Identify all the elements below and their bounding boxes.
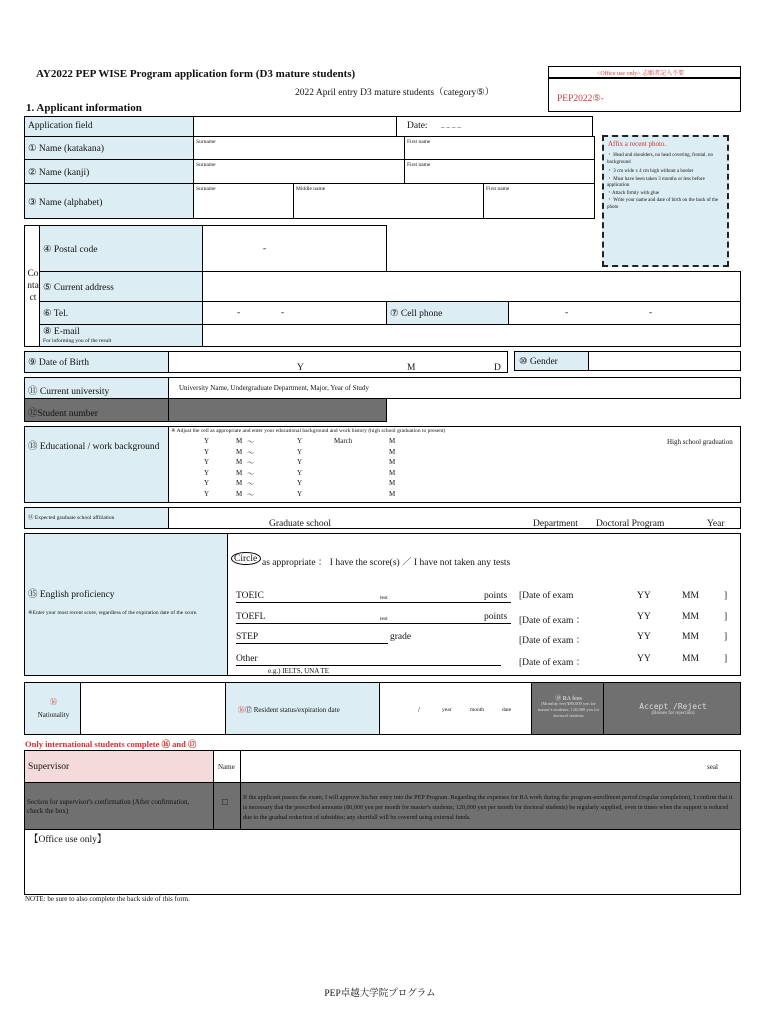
- education-row-m: M: [236, 437, 243, 445]
- education-row-m: M: [236, 447, 243, 456]
- march-text: March: [334, 437, 353, 445]
- english-name: TOEFL: [236, 612, 266, 622]
- surname-hint: Surname: [196, 139, 216, 145]
- tel-input[interactable]: [202, 301, 387, 325]
- education-row-y: Y: [204, 479, 210, 487]
- nationality-text: Nationality: [37, 711, 70, 719]
- alphabet-firstname-input[interactable]: [483, 183, 595, 219]
- photo-line: ・Attach firmly with glue: [607, 190, 660, 196]
- name-kanji-label: [24, 159, 194, 184]
- doctoral-text: Doctoral Program: [596, 519, 665, 529]
- education-row-y: Y: [204, 458, 210, 466]
- resident-slash: /: [418, 706, 420, 714]
- form-subtitle: 2022 April entry D3 mature students（category⑤）: [295, 88, 495, 98]
- alphabet-middle-input[interactable]: [293, 183, 484, 219]
- education-row-y: Y: [204, 489, 210, 498]
- dob-d: D: [494, 363, 501, 373]
- section-title: 1. Applicant information: [26, 102, 142, 114]
- english-unit: grade: [390, 632, 412, 642]
- tel-dash: -: [237, 308, 241, 318]
- department-text: Department: [533, 519, 578, 529]
- firstname-hint: First name: [407, 139, 431, 145]
- resident-label: [225, 682, 380, 735]
- footer: PEP卓越大学院プログラム: [324, 989, 436, 999]
- gender-input[interactable]: [588, 351, 741, 371]
- application-field-label: [24, 116, 194, 137]
- photo-title: Affix a recent photo.: [608, 140, 667, 148]
- resident-date: date: [502, 707, 512, 713]
- english-yy: YY: [637, 654, 651, 664]
- english-exam: [Date of exam ：: [519, 636, 586, 646]
- tel-label: [39, 301, 203, 325]
- alphabet-surname-input[interactable]: [193, 183, 294, 219]
- english-underline: [236, 623, 511, 624]
- english-label: [24, 533, 228, 676]
- nationality-num: ⑯: [50, 698, 57, 706]
- english-mm: MM: [682, 612, 699, 622]
- expected-text: ⑭ Expected graduate school affiliation: [28, 515, 115, 521]
- student-number-input[interactable]: [168, 398, 387, 422]
- english-mid: test: [380, 595, 388, 601]
- photo-instructions: [607, 153, 725, 211]
- katakana-surname-input[interactable]: [193, 136, 405, 160]
- postal-label: [39, 225, 203, 272]
- photo-box[interactable]: [602, 135, 729, 267]
- surname-hint: Surname: [196, 186, 216, 192]
- education-row-y: Y: [297, 458, 303, 466]
- year-text: Year: [707, 519, 725, 529]
- confirmation-checkbox[interactable]: □: [222, 798, 228, 808]
- english-end: ]: [724, 632, 728, 642]
- name-kanji-text: ② Name (kanji): [28, 168, 90, 178]
- confirmation-statement: If the applicant passes the exam, I will approve his/her entry into the PEP Program. Regarding the expenses for RA work during the program-enrollment period (regular completion), I confirm that it is necessary that the prescribed amounts (80,000 yen per month for master's students; 120,000 yen per month for doctoral students) be regularly supplied, even in times when the support is reduced due to the gradual reduction of subsidies; any shortfall will be covered using external funds.: [243, 794, 733, 821]
- middlename-hint: Middle name: [296, 186, 326, 192]
- english-yy: YY: [637, 612, 651, 622]
- hs-graduation-text: High school graduation: [667, 438, 733, 446]
- ra-fees-box: [531, 682, 604, 735]
- postal-input[interactable]: [202, 225, 387, 272]
- english-exam: [Date of exam ：: [519, 616, 586, 626]
- education-row-y: Y: [297, 447, 303, 456]
- confirmation-statement-box: [240, 782, 741, 830]
- english-mid: test: [380, 616, 388, 622]
- student-number-text: ⑫Student number: [28, 409, 98, 419]
- nationality-input[interactable]: [80, 682, 226, 735]
- education-row-m: M: [236, 468, 243, 477]
- education-row-y: Y: [204, 468, 210, 477]
- office-code-text: PEP2022⑤-: [557, 94, 605, 104]
- education-row-y: Y: [297, 468, 303, 477]
- english-mm: MM: [682, 654, 699, 664]
- application-field-input[interactable]: [193, 116, 397, 137]
- date-label: Date:: [407, 121, 428, 131]
- english-mm: MM: [682, 632, 699, 642]
- accept-reject-sub: (Bosses for rejection): [651, 711, 695, 716]
- kanji-surname-input[interactable]: [193, 159, 405, 184]
- photo-line: ・ Write your name and date of birth on the back of the photo: [607, 198, 719, 210]
- postal-dash: -: [263, 244, 267, 254]
- tel-dash: -: [281, 308, 285, 318]
- resident-input[interactable]: [379, 682, 532, 735]
- surname-hint: Surname: [196, 162, 216, 168]
- cell-text: ⑦ Cell phone: [390, 309, 443, 319]
- photo-line: ・ 3 cm wide x 4 cm high without a border: [607, 169, 694, 174]
- expected-input[interactable]: [168, 507, 741, 529]
- date-value: ____: [441, 121, 463, 129]
- education-row-m: M: [389, 468, 396, 477]
- english-name: STEP: [236, 632, 259, 642]
- english-exam: [Date of exam ：: [519, 658, 586, 668]
- resident-text: [238, 705, 340, 715]
- office-code-box: [548, 78, 741, 112]
- education-row-m: M: [389, 479, 396, 487]
- cell-label: [386, 301, 509, 325]
- cell-dash: -: [649, 308, 653, 318]
- university-hint: University Name, Undergraduate Department, Major, Year of Study: [179, 384, 369, 392]
- cell-dash: -: [565, 308, 569, 318]
- education-row-y: Y: [297, 489, 303, 498]
- resident-label-text: ⑰ Resident status/expiration date: [245, 706, 340, 714]
- english-end: ]: [724, 612, 728, 622]
- english-unit: points: [484, 591, 508, 601]
- education-row-y: Y: [297, 479, 303, 487]
- english-yy: YY: [637, 632, 651, 642]
- firstname-hint: First name: [407, 162, 431, 168]
- english-underline: [236, 643, 388, 644]
- student-number-label: [24, 398, 169, 422]
- ra-fees-title: ⑱ RA fees: [555, 696, 582, 702]
- confirmation-text: Section for supervisor's confirmation (After confirmation, check the box): [27, 798, 190, 815]
- address-label: [39, 271, 203, 302]
- seal-text: seal: [707, 763, 718, 771]
- accept-reject-box: [603, 682, 741, 735]
- name-katakana-label: [24, 136, 194, 160]
- photo-line: ・ Head and shoulders, no head covering, frontal, no background: [607, 153, 713, 165]
- english-text: ⑮ English proficiency: [28, 590, 115, 600]
- cell-input[interactable]: [508, 301, 741, 325]
- address-text: ⑤ Current address: [43, 283, 114, 293]
- dob-input[interactable]: [168, 351, 508, 373]
- contact-text: Co nta ct: [27, 269, 39, 303]
- education-row-y: Y: [204, 447, 210, 456]
- english-mm: MM: [682, 591, 699, 601]
- office-use-text: 【Office use only】: [29, 835, 107, 845]
- english-exam: [Date of exam: [519, 591, 574, 601]
- supervisor-text: Supervisor: [28, 762, 70, 772]
- education-input[interactable]: [168, 426, 741, 503]
- dob-text: ⑨ Date of Birth: [28, 358, 90, 368]
- resident-year: year: [442, 707, 452, 713]
- education-row-tilde: 〜: [247, 438, 254, 446]
- english-name: TOEIC: [236, 591, 264, 601]
- name-alphabet-label: [24, 183, 194, 219]
- email-input[interactable]: [202, 324, 741, 347]
- confirmation-checkbox-cell: [213, 782, 241, 830]
- postal-text: ④ Postal code: [43, 245, 98, 255]
- resident-month: month: [470, 707, 485, 713]
- email-label: [39, 324, 203, 347]
- university-input[interactable]: [168, 377, 741, 399]
- education-row-m: M: [389, 489, 396, 498]
- education-text: ⑬ Educational / work background: [28, 442, 160, 452]
- email-note: For informing you of the result: [43, 338, 112, 344]
- education-label: [24, 426, 169, 503]
- gender-label: [514, 351, 589, 371]
- english-input[interactable]: [227, 533, 741, 676]
- kanji-firstname-input[interactable]: [404, 159, 595, 184]
- education-row-tilde: 〜: [247, 490, 254, 499]
- education-row-m: M: [389, 458, 396, 466]
- resident-num: ⑯: [238, 706, 245, 714]
- katakana-firstname-input[interactable]: [404, 136, 595, 160]
- english-unit: points: [484, 612, 508, 622]
- dob-y: Y: [297, 363, 304, 373]
- university-text: ⑪ Current university: [28, 387, 110, 397]
- education-row-tilde: 〜: [247, 469, 254, 478]
- contact-label: [24, 225, 40, 347]
- back-side-note: NOTE: be sure to also complete the back side of this form.: [25, 895, 190, 903]
- office-use-header: [548, 66, 741, 78]
- education-row-m: M: [236, 479, 243, 487]
- tel-text: ⑥ Tel.: [43, 309, 69, 319]
- english-yy: YY: [637, 591, 651, 601]
- date-field[interactable]: [396, 116, 593, 137]
- confirmation-label: [24, 782, 214, 830]
- education-row-m: M: [236, 458, 243, 466]
- nationality-label: [24, 682, 81, 735]
- education-row-m: M: [389, 437, 396, 445]
- application-field-text: Application field: [28, 121, 93, 131]
- name-alphabet-text: ③ Name (alphabet): [28, 198, 103, 208]
- education-note: ※ Adjust the cell as appropriate and enter your educational background and work history (high school graduation to present): [171, 428, 446, 434]
- education-row-tilde: 〜: [247, 448, 254, 457]
- circle-text: Circle: [234, 554, 258, 564]
- name-katakana-text: ① Name (katakana): [28, 144, 105, 154]
- english-underline: [236, 665, 501, 666]
- dob-m: M: [407, 363, 416, 373]
- grad-school-text: Graduate school: [269, 519, 331, 529]
- address-input[interactable]: [202, 271, 741, 302]
- supervisor-label: [24, 750, 214, 783]
- education-row-tilde: 〜: [247, 480, 254, 488]
- email-text: ⑧ E-mail: [43, 327, 80, 337]
- university-label: [24, 377, 169, 399]
- supervisor-name-label: [213, 750, 241, 783]
- english-end: ]: [724, 591, 728, 601]
- expected-label: [24, 507, 169, 529]
- intl-note: Only international students complete ⑯ and ⑰: [25, 739, 197, 749]
- education-row-y: Y: [204, 437, 210, 445]
- supervisor-name-text: Name: [218, 763, 235, 771]
- office-use-box: [24, 829, 741, 895]
- english-name: Other: [236, 654, 258, 664]
- ra-fees-body: (Monthly fee) ¥80,000 yen for master's students; 120,000 yen for doctoral students: [537, 701, 600, 718]
- english-end: ]: [724, 654, 728, 664]
- education-row-y: Y: [297, 437, 303, 445]
- english-example: e.g.) IELTS, UNA TE: [268, 667, 330, 675]
- form-title: AY2022 PEP WISE Program application form (D3 mature students): [36, 68, 356, 80]
- education-row-tilde: 〜: [247, 459, 254, 467]
- firstname-hint: First name: [486, 186, 510, 192]
- accept-reject-text: Accept /Reject: [639, 702, 707, 711]
- english-note: ※Enter your most recent score, regardless of the expiration date of the score.: [28, 610, 198, 616]
- english-instruction: as appropriate ： I have the score(s) ／ I have not taken any tests: [262, 558, 511, 568]
- education-row-m: M: [236, 489, 243, 498]
- photo-line: ・ Must have been taken 3 months or less before application: [607, 176, 705, 188]
- office-use-header-text: <Office use only> 志願者記入不要: [597, 71, 685, 77]
- dob-label: [24, 351, 169, 373]
- education-row-m: M: [389, 447, 396, 456]
- english-underline: [236, 602, 511, 603]
- gender-text: ⑩ Gender: [519, 357, 558, 367]
- supervisor-name-input[interactable]: [240, 750, 741, 783]
